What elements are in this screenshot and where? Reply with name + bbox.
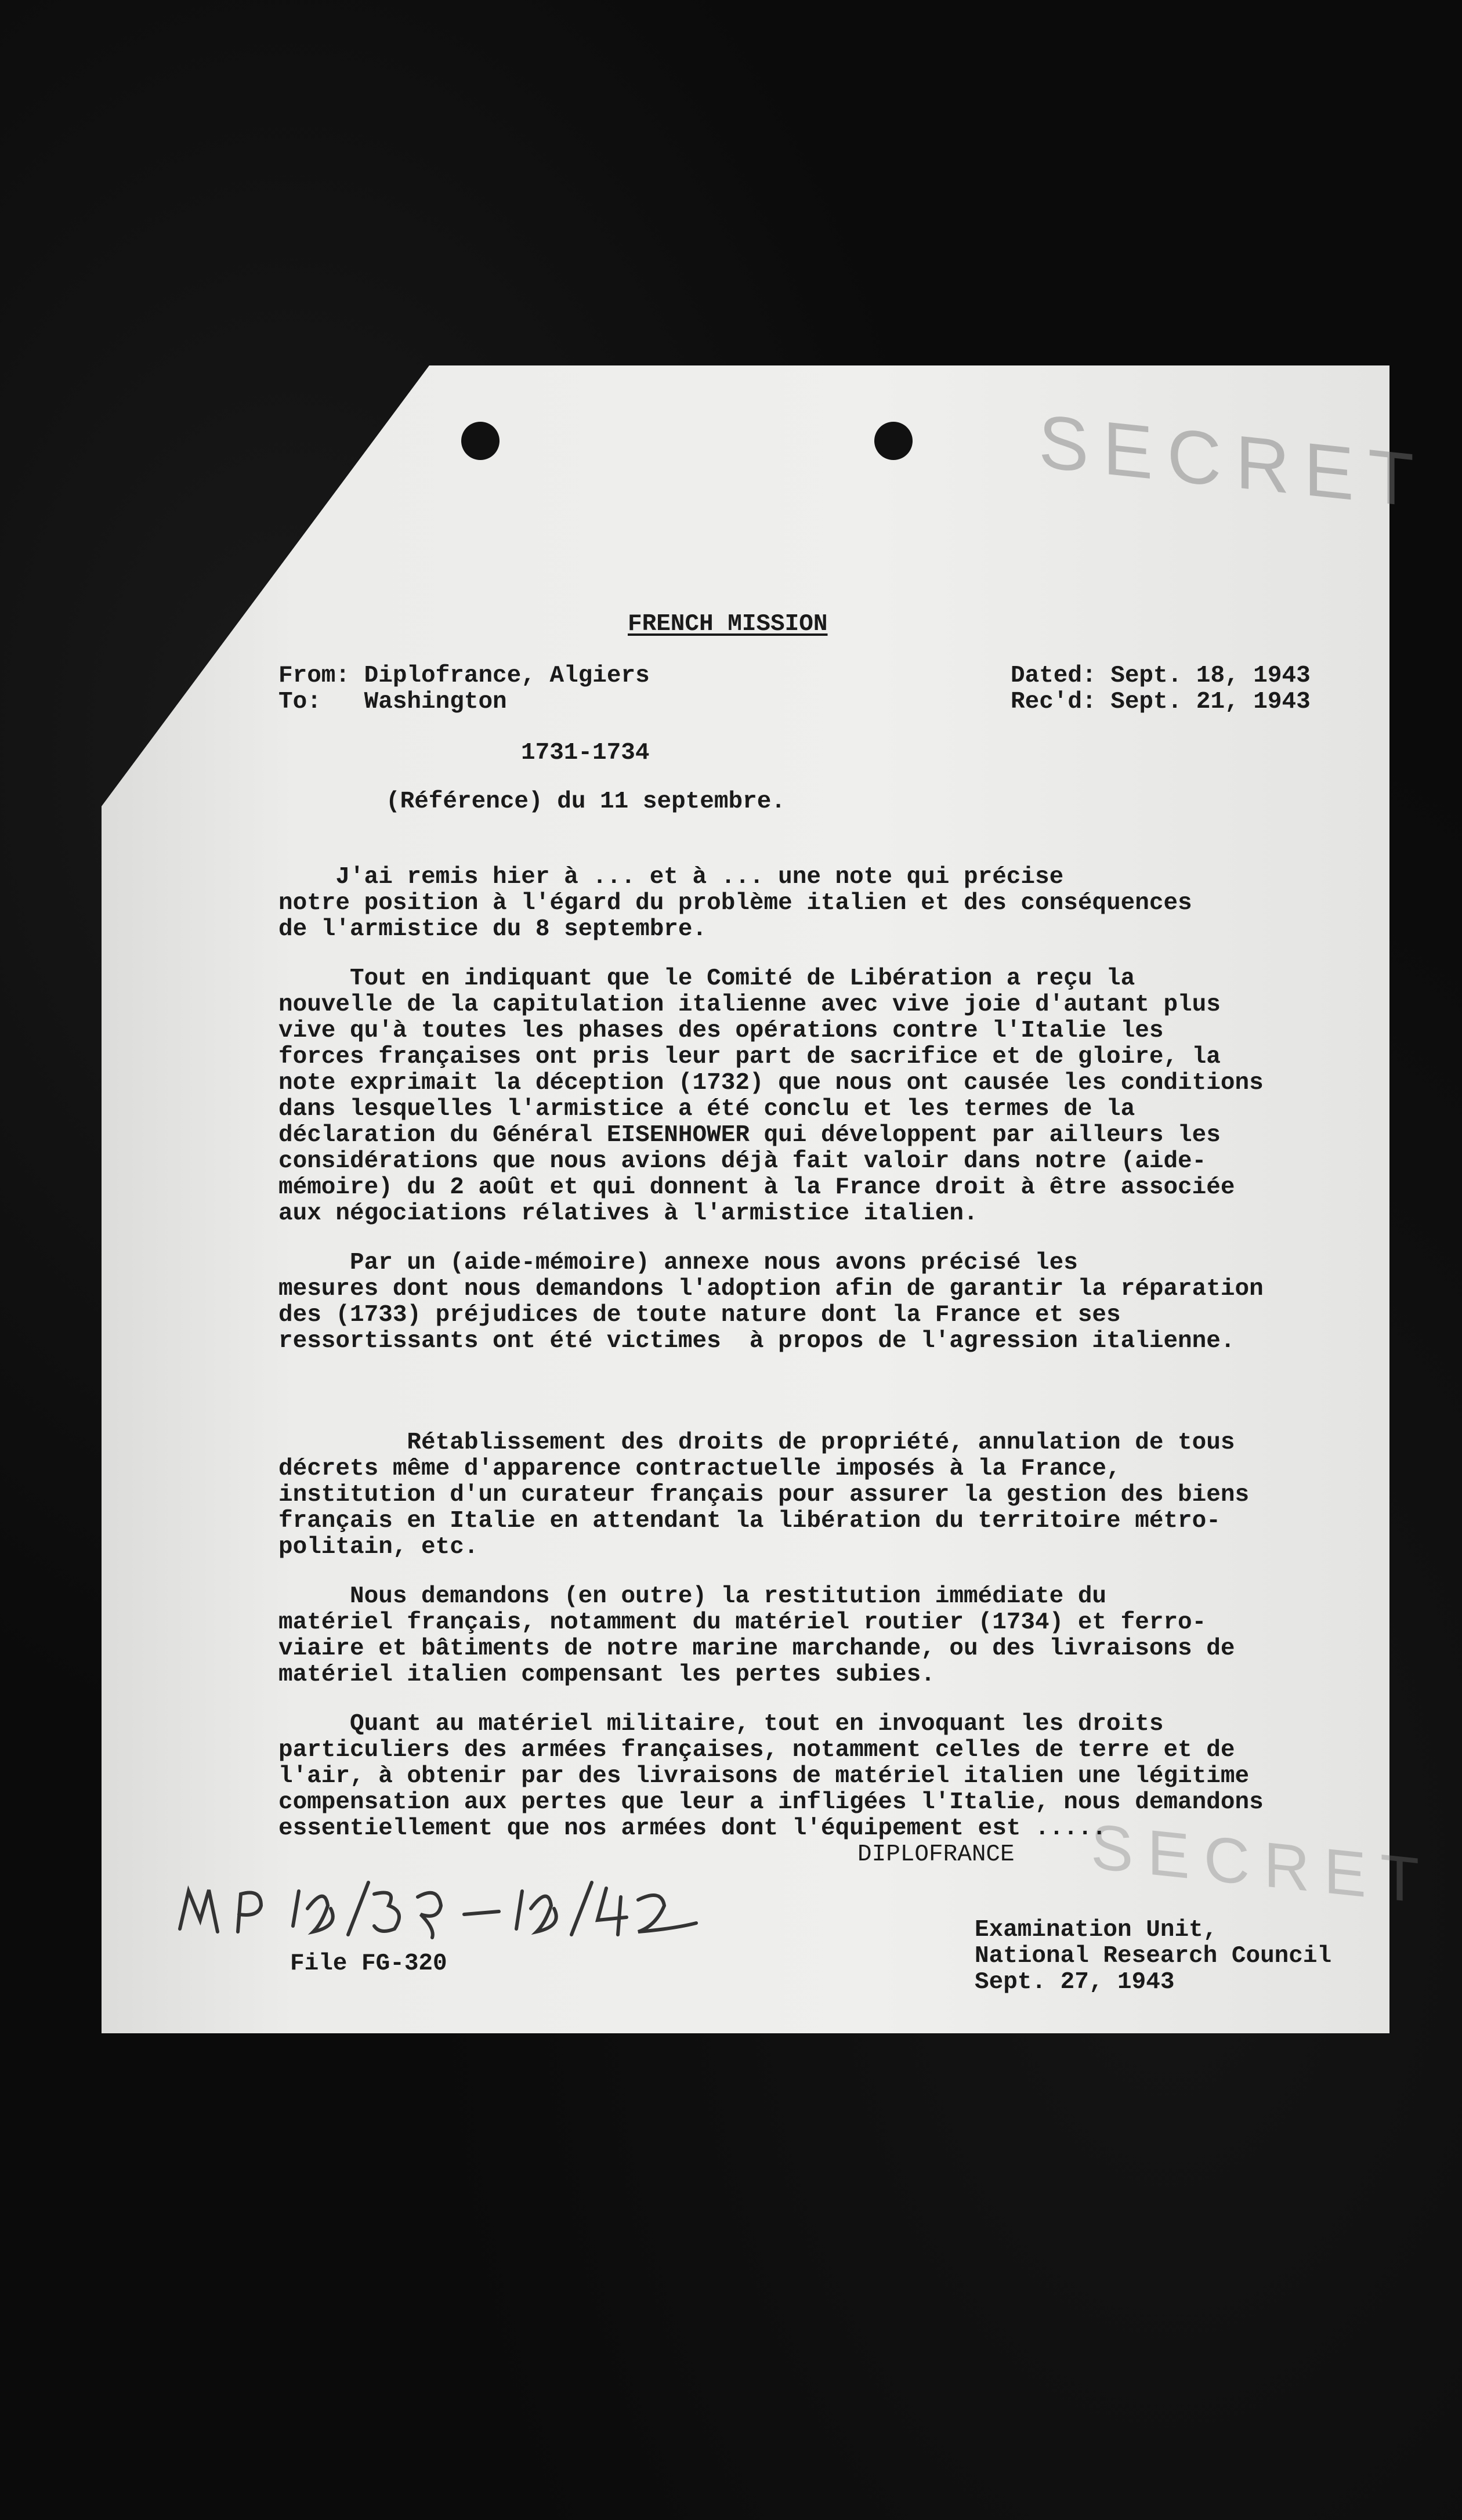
punch-hole-right [874,422,913,460]
paragraph-4: Rétablissement des droits de propriété, annulation de tous décrets même d'apparence contractuelle imposés à la France, institution d'un curateur français pour assurer la gestion des biens français en Italie en attendant la libération du territoire métro- politain, etc. [278,1429,1250,1560]
punch-hole-left [461,422,500,460]
message-numbers: 1731-1734 [521,740,650,766]
paragraph-3: Par un (aide-mémoire) annexe nous avons précisé les mesures dont nous demandons l'adoption afin de garantir la réparation des (1733) préjudices de toute nature dont la France et ses ressortissants ont été victimes à propos de l'agression italienne. [278,1250,1264,1355]
handwritten-annotation [174,1874,714,1943]
received-line: Rec'd: Sept. 21, 1943 [1011,689,1311,715]
paragraph-1: J'ai remis hier à ... et à ... une note qui précise notre position à l'égard du problème italien et des conséquences de l'armistice du 8 septembre. [278,864,1192,943]
examination-unit-block: Examination Unit, National Research Council Sept. 27, 1943 [975,1917,1332,1996]
file-number: File FG-320 [290,1950,447,1977]
to-line: To: Washington [278,689,507,715]
from-line: From: Diplofrance, Algiers [278,662,650,689]
document-heading: FRENCH MISSION [628,611,828,638]
paragraph-2: Tout en indiquant que le Comité de Libération a reçu la nouvelle de la capitulation italienne avec vive joie d'autant plus vive qu'à toutes les phases des opérations contre l'Italie les forces françaises ont pris leur part de sacrifice et de gloire, la note exprimait la déception (1732) que nous ont causée les conditions dans lesquelles l'armistice a été conclu et les termes de la déclaration du Général EISENHOWER qui développent par ailleurs les considérations que nous avions déjà fait valoir dans notre (aide- mémoire) du 2 août et qui donnent à la France droit à être associée aux négociations rélatives à l'armistice italien. [278,965,1264,1227]
secret-stamp-bottom: SECRET [1091,1810,1434,1918]
paragraph-5: Nous demandons (en outre) la restitution immédiate du matériel français, notamment du matériel routier (1734) et ferro- viaire et bâtiments de notre marine marchande, ou des livraisons de matériel italien compensant les pertes subies. [278,1583,1235,1688]
reference-line: (Référence) du 11 septembre. [386,788,786,815]
paragraph-6: Quant au matériel militaire, tout en invoquant les droits particuliers des armées françaises, notamment celles de terre et de l'air, à obtenir par des livraisons de matériel italien une légitime compensation aux pertes que leur a infligées l'Italie, nous demandons essentiellement que nos armées dont l'équipement est ..... [278,1711,1264,1842]
signature: DIPLOFRANCE [857,1841,1015,1868]
secret-stamp-top: SECRET [1038,398,1428,524]
dated-line: Dated: Sept. 18, 1943 [1011,662,1311,689]
